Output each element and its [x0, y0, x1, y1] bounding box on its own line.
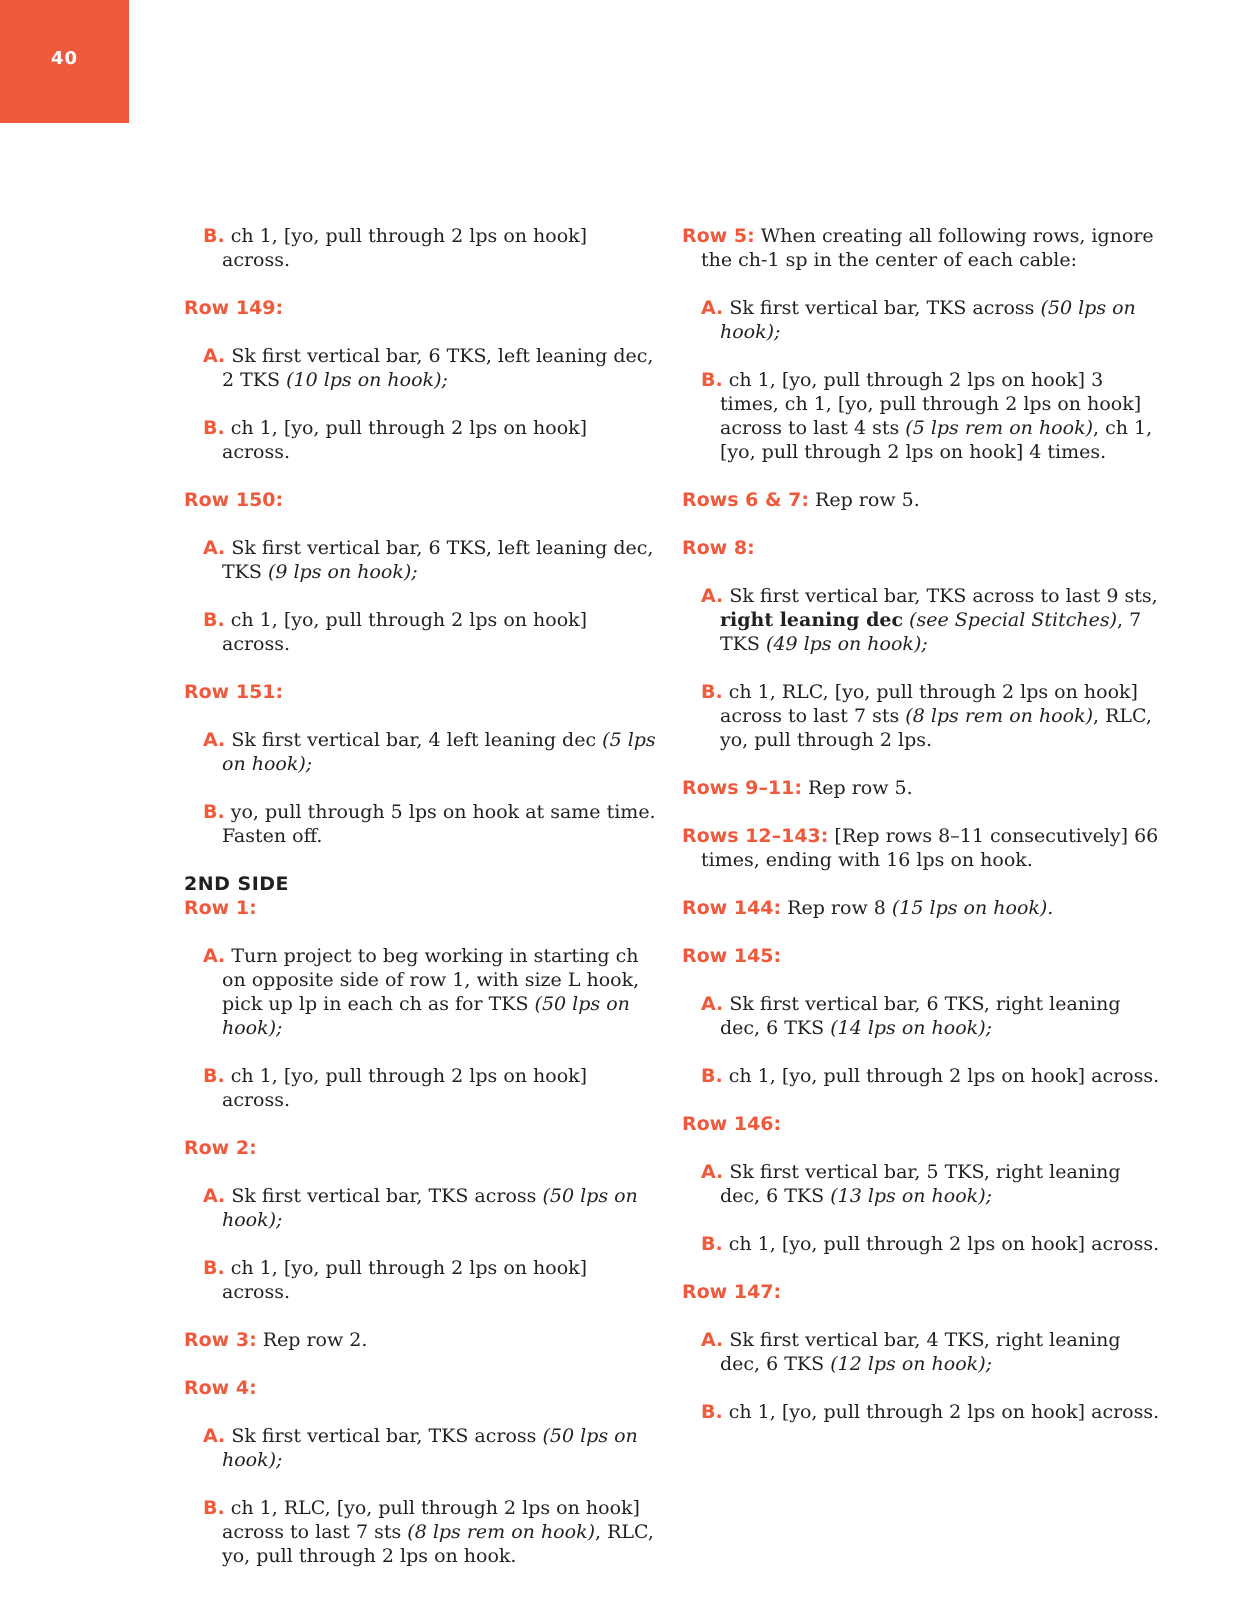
- step-a: A. Sk first vertical bar, TKS across (50 lps on hook);: [203, 1425, 638, 1471]
- step-a: A. Sk first vertical bar, TKS across (50 lps on hook);: [203, 1185, 638, 1231]
- row-title: Row 4:: [184, 1377, 257, 1399]
- step-b: B. ch 1, [yo, pull through 2 lps on hook] across.: [701, 1233, 1160, 1255]
- step-a: A. Sk first vertical bar, 6 TKS, right leaning dec, 6 TKS (14 lps on hook);: [701, 993, 1121, 1039]
- step-a: A. Sk first vertical bar, 4 left leaning dec (5 lps on hook);: [203, 729, 656, 775]
- row-title: Row 151:: [184, 681, 284, 703]
- row-instruction: Row 5: When creating all following rows, ignore the ch-1 sp in the center of each cable:: [682, 225, 1154, 271]
- step-b: B. ch 1, RLC, [yo, pull through 2 lps on hook] across to last 7 sts (8 lps rem on hook), RLC, yo, pull through 2 lps on hook.: [203, 1497, 654, 1567]
- step-b: B. ch 1, [yo, pull through 2 lps on hook] across.: [203, 1257, 588, 1303]
- section-heading: 2ND SIDE: [184, 873, 290, 895]
- row-title: Row 2:: [184, 1137, 257, 1159]
- row-instruction: Rows 6 & 7: Rep row 5.: [682, 489, 920, 511]
- row-instruction: Row 144: Rep row 8 (15 lps on hook).: [682, 897, 1054, 919]
- page-number: 40: [50, 48, 79, 69]
- step-b: B. ch 1, [yo, pull through 2 lps on hook] across.: [203, 225, 588, 271]
- row-title: Row 1:: [184, 897, 257, 919]
- step-b: B. ch 1, [yo, pull through 2 lps on hook] across.: [701, 1401, 1160, 1423]
- step-b: B. ch 1, [yo, pull through 2 lps on hook] 3 times, ch 1, [yo, pull through 2 lps on hook] across to last 4 sts (5 lps rem on hook), ch 1, [yo, pull through 2 lps on hook] 4 times.: [701, 369, 1153, 463]
- step-b: B. yo, pull through 5 lps on hook at same time. Fasten off.: [203, 801, 656, 847]
- left-column: [184, 224, 656, 1592]
- step-a: A. Sk first vertical bar, 6 TKS, left leaning dec, 2 TKS (10 lps on hook);: [203, 345, 654, 391]
- step-b: B. ch 1, RLC, [yo, pull through 2 lps on hook] across to last 7 sts (8 lps rem on hook), RLC, yo, pull through 2 lps.: [701, 681, 1152, 751]
- step-a: A. Sk first vertical bar, TKS across (50 lps on hook);: [701, 297, 1136, 343]
- row-instruction: Row 3: Rep row 2.: [184, 1329, 368, 1351]
- page-number-tab: [0, 0, 129, 123]
- step-b: B. ch 1, [yo, pull through 2 lps on hook] across.: [203, 1065, 588, 1111]
- step-b: B. ch 1, [yo, pull through 2 lps on hook] across.: [203, 417, 588, 463]
- row-title: Row 145:: [682, 945, 782, 967]
- step-a: A. Sk first vertical bar, TKS across to last 9 sts, right leaning dec (see Special Stitches), 7 TKS (49 lps on hook);: [701, 585, 1158, 655]
- row-instruction: Rows 12–143: [Rep rows 8–11 consecutively] 66 times, ending with 16 lps on hook.: [682, 825, 1159, 871]
- step-a: A. Sk first vertical bar, 5 TKS, right leaning dec, 6 TKS (13 lps on hook);: [701, 1161, 1121, 1207]
- row-title: Row 8:: [682, 537, 755, 559]
- row-title: Row 149:: [184, 297, 284, 319]
- step-a: A. Sk first vertical bar, 4 TKS, right leaning dec, 6 TKS (12 lps on hook);: [701, 1329, 1121, 1375]
- step-b: B. ch 1, [yo, pull through 2 lps on hook] across.: [203, 609, 588, 655]
- step-b: B. ch 1, [yo, pull through 2 lps on hook] across.: [701, 1065, 1160, 1087]
- row-title: Row 146:: [682, 1113, 782, 1135]
- step-a: A. Turn project to beg working in starting ch on opposite side of row 1, with size L hook, pick up lp in each ch as for TKS (50 lps on hook);: [203, 945, 640, 1039]
- row-title: Row 147:: [682, 1281, 782, 1303]
- right-column: [682, 224, 1162, 1448]
- row-instruction: Rows 9–11: Rep row 5.: [682, 777, 913, 799]
- row-title: Row 150:: [184, 489, 284, 511]
- step-a: A. Sk first vertical bar, 6 TKS, left leaning dec, TKS (9 lps on hook);: [203, 537, 654, 583]
